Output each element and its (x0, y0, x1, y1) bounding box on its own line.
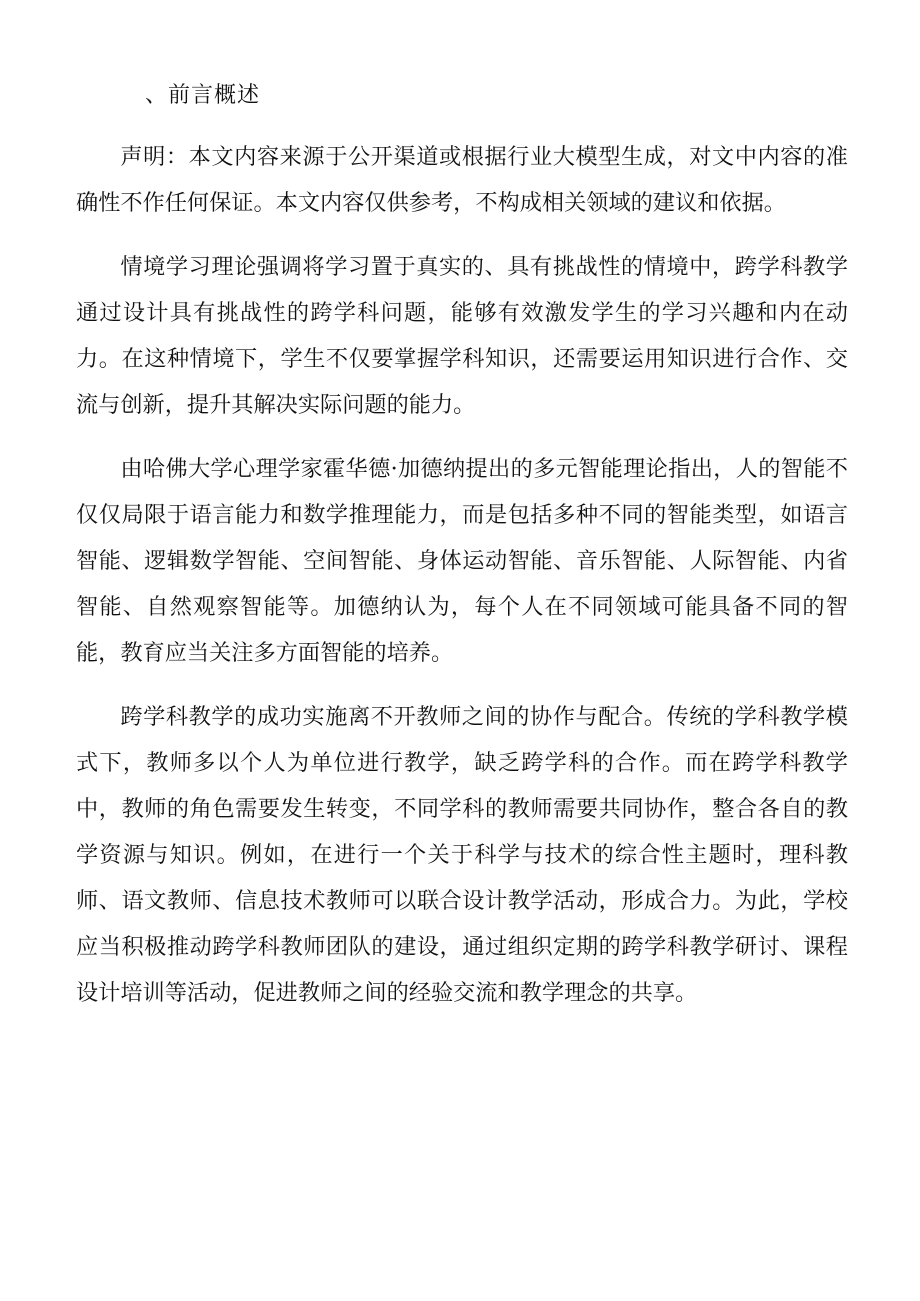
document-body (76, 134, 848, 1034)
body-paragraph-teacher-collaboration: 跨学科教学的成功实施离不开教师之间的协作与配合。传统的学科教学模式下，教师多以个人为单位进行教学，缺乏跨学科的合作。而在跨学科教学中，教师的角色需要发生转变，不同学科的教师需要共同协作，整合各自的教学资源与知识。例如，在进行一个关于科学与技术的综合性主题时，理科教师、语文教师、信息技术教师可以联合设计教学活动，形成合力。为此，学校应当积极推动跨学科教师团队的建设，通过组织定期的跨学科教学研讨、课程设计培训等活动，促进教师之间的经验交流和教学理念的共享。 (76, 704, 848, 1006)
body-paragraph-situated-learning: 情境学习理论强调将学习置于真实的、具有挑战性的情境中，跨学科教学通过设计具有挑战性的跨学科问题，能够有效激发学生的学习兴趣和内在动力。在这种情境下，学生不仅要掌握学科知识，还需要运用知识进行合作、交流与创新，提升其解决实际问题的能力。 (76, 254, 848, 418)
body-paragraph-multiple-intelligences: 由哈佛大学心理学家霍华德·加德纳提出的多元智能理论指出，人的智能不仅仅局限于语言能力和数学推理能力，而是包括多种不同的智能类型，如语言智能、逻辑数学智能、空间智能、身体运动智能、音乐智能、人际智能、内省智能、自然观察智能等。加德纳认为，每个人在不同领域可能具备不同的智能，教育应当关注多方面智能的培养。 (76, 456, 848, 666)
section-heading: 、前言概述 (145, 83, 261, 108)
disclaimer-paragraph: 声明：本文内容来源于公开渠道或根据行业大模型生成，对文中内容的准确性不作任何保证。本文内容仅供参考，不构成相关领域的建议和依据。 (76, 144, 848, 216)
